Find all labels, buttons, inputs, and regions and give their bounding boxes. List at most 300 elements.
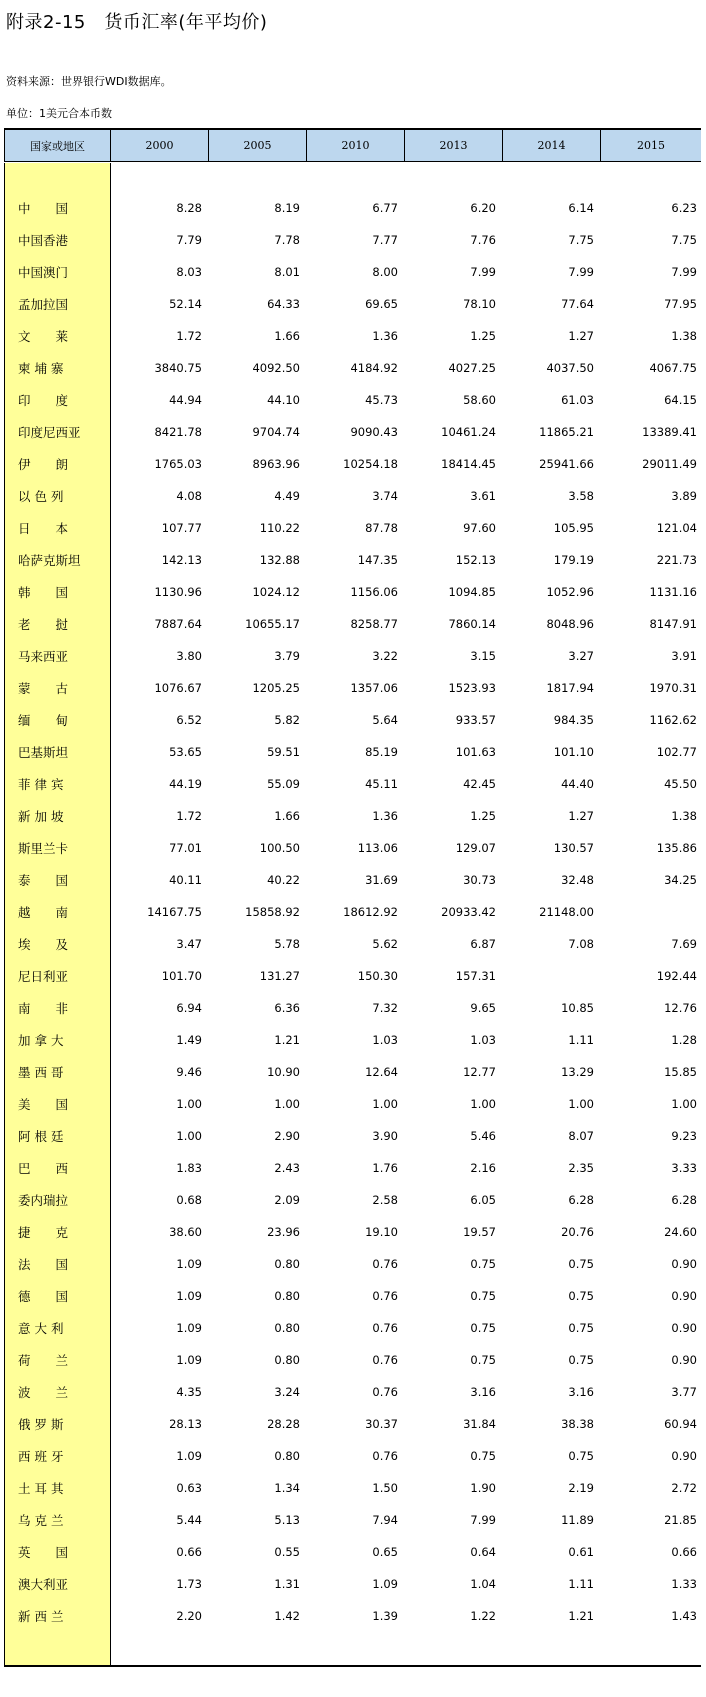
country-name: 泰 国 (18, 873, 69, 888)
rate-cell: 3.58 (568, 489, 594, 503)
rate-cell: 30.37 (365, 1417, 398, 1431)
table-row (4, 1184, 701, 1216)
rate-cell: 2.90 (274, 1129, 300, 1143)
rate-cell: 933.57 (455, 713, 496, 727)
country-name: 巴 西 (18, 1161, 69, 1176)
rate-cell: 78.10 (463, 297, 496, 311)
rate-cell: 157.31 (455, 969, 496, 983)
rate-cell: 1.00 (176, 1097, 202, 1111)
rate-cell: 1.36 (372, 809, 398, 823)
rate-cell: 8048.96 (546, 617, 594, 631)
rate-cell: 1.90 (470, 1481, 496, 1495)
rate-cell: 7.94 (372, 1513, 398, 1527)
rate-cell: 59.51 (267, 745, 300, 759)
rate-cell: 23.96 (267, 1225, 300, 1239)
rate-cell: 14167.75 (147, 905, 202, 919)
rate-cell: 1052.96 (546, 585, 594, 599)
rate-cell: 1076.67 (154, 681, 202, 695)
rate-cell: 1.00 (671, 1097, 697, 1111)
rate-cell: 147.35 (357, 553, 398, 567)
table-row (4, 672, 701, 704)
rate-cell: 8.07 (568, 1129, 594, 1143)
rate-cell: 5.78 (274, 937, 300, 951)
country-name: 蒙 古 (18, 681, 69, 696)
rate-cell: 1.04 (470, 1577, 496, 1591)
table-body (4, 192, 701, 1632)
rate-cell: 2.09 (274, 1193, 300, 1207)
country-name: 老 挝 (18, 617, 69, 632)
rate-cell: 45.11 (365, 777, 398, 791)
table-row (4, 1152, 701, 1184)
rate-cell: 192.44 (656, 969, 697, 983)
rate-cell: 8.19 (274, 201, 300, 215)
rate-cell: 0.75 (470, 1449, 496, 1463)
country-name: 日 本 (18, 521, 69, 536)
table-row (4, 1216, 701, 1248)
rate-cell: 6.14 (568, 201, 594, 215)
table-row (4, 1568, 701, 1600)
rate-cell: 11.89 (561, 1513, 594, 1527)
country-name: 印 度 (18, 393, 69, 408)
country-name: 阿 根 廷 (18, 1129, 64, 1144)
country-name: 意 大 利 (18, 1321, 64, 1336)
rate-cell: 44.19 (169, 777, 202, 791)
rate-cell: 0.68 (176, 1193, 202, 1207)
rate-cell: 10.85 (561, 1001, 594, 1015)
table-header (4, 130, 701, 162)
rate-cell: 1.11 (568, 1577, 594, 1591)
table-row (4, 640, 701, 672)
rate-cell: 29011.49 (642, 457, 697, 471)
rate-cell: 6.36 (274, 1001, 300, 1015)
exchange-rate-table (4, 128, 701, 1667)
rate-cell: 4184.92 (350, 361, 398, 375)
rate-cell: 3.90 (372, 1129, 398, 1143)
country-name: 墨 西 哥 (18, 1065, 64, 1080)
rate-cell: 6.28 (671, 1193, 697, 1207)
rate-cell: 7.32 (372, 1001, 398, 1015)
rate-cell: 9.46 (176, 1065, 202, 1079)
rate-cell: 3.89 (671, 489, 697, 503)
country-name: 巴基斯坦 (18, 745, 69, 760)
rate-cell: 7.99 (470, 1513, 496, 1527)
rate-cell: 0.75 (470, 1289, 496, 1303)
table-row (4, 1472, 701, 1504)
rate-cell: 77.64 (561, 297, 594, 311)
rate-cell: 152.13 (455, 553, 496, 567)
table-row (4, 1120, 701, 1152)
country-name: 菲 律 宾 (18, 777, 64, 792)
rate-cell: 3.79 (274, 649, 300, 663)
rate-cell: 4.35 (176, 1385, 202, 1399)
rate-cell: 1.21 (274, 1033, 300, 1047)
rate-cell: 3.47 (176, 937, 202, 951)
rate-cell: 7.99 (470, 265, 496, 279)
rate-cell: 6.23 (671, 201, 697, 215)
country-name: 印度尼西亚 (18, 425, 81, 440)
rate-cell: 5.62 (372, 937, 398, 951)
rate-cell: 21.85 (664, 1513, 697, 1527)
rate-cell: 60.94 (664, 1417, 697, 1431)
table-row (4, 800, 701, 832)
rate-cell: 21148.00 (539, 905, 594, 919)
rate-cell: 9.23 (671, 1129, 697, 1143)
rate-cell: 5.64 (372, 713, 398, 727)
header-country: 国家或地区 (4, 130, 111, 162)
rate-cell: 1.66 (274, 809, 300, 823)
rate-cell: 9.65 (470, 1001, 496, 1015)
table-row (4, 704, 701, 736)
rate-cell: 0.76 (372, 1321, 398, 1335)
rate-cell: 0.80 (274, 1449, 300, 1463)
country-name: 美 国 (18, 1097, 69, 1112)
rate-cell: 0.66 (671, 1545, 697, 1559)
rate-cell: 0.55 (274, 1545, 300, 1559)
rate-cell: 0.61 (568, 1545, 594, 1559)
table-row (4, 256, 701, 288)
rate-cell: 6.94 (176, 1001, 202, 1015)
rate-cell: 142.13 (161, 553, 202, 567)
table-row (4, 192, 701, 224)
rate-cell: 9090.43 (350, 425, 398, 439)
table-row (4, 512, 701, 544)
rate-cell: 13.29 (561, 1065, 594, 1079)
rate-cell: 15858.92 (245, 905, 300, 919)
rate-cell: 0.76 (372, 1289, 398, 1303)
rate-cell: 24.60 (664, 1225, 697, 1239)
rate-cell: 64.15 (664, 393, 697, 407)
table-row (4, 352, 701, 384)
rate-cell: 1357.06 (350, 681, 398, 695)
table-row (4, 1248, 701, 1280)
rate-cell: 2.35 (568, 1161, 594, 1175)
rate-cell: 20.76 (561, 1225, 594, 1239)
rate-cell: 1.03 (372, 1033, 398, 1047)
country-name: 土 耳 其 (18, 1481, 64, 1496)
rate-cell: 4027.25 (448, 361, 496, 375)
rate-cell: 3.27 (568, 649, 594, 663)
table-row (4, 1408, 701, 1440)
rate-cell: 0.75 (470, 1257, 496, 1271)
rate-cell: 1.09 (176, 1321, 202, 1335)
rate-cell: 4067.75 (649, 361, 697, 375)
rate-cell: 1817.94 (546, 681, 594, 695)
rate-cell: 2.19 (568, 1481, 594, 1495)
rate-cell: 1205.25 (252, 681, 300, 695)
rate-cell: 0.65 (372, 1545, 398, 1559)
rate-cell: 0.80 (274, 1353, 300, 1367)
rate-cell: 1.73 (176, 1577, 202, 1591)
rate-cell: 45.73 (365, 393, 398, 407)
rate-cell: 7.08 (568, 937, 594, 951)
rate-cell: 1.38 (671, 809, 697, 823)
table-row (4, 1312, 701, 1344)
rate-cell: 28.28 (267, 1417, 300, 1431)
rate-cell: 4092.50 (252, 361, 300, 375)
rate-cell: 1.42 (274, 1609, 300, 1623)
table-row (4, 768, 701, 800)
rate-cell: 105.95 (553, 521, 594, 535)
rate-cell: 1130.96 (154, 585, 202, 599)
rate-cell: 1.00 (470, 1097, 496, 1111)
rate-cell: 107.77 (161, 521, 202, 535)
table-row (4, 1536, 701, 1568)
rate-cell: 69.65 (365, 297, 398, 311)
rate-cell: 40.11 (169, 873, 202, 887)
rate-cell: 1.09 (176, 1289, 202, 1303)
table-row (4, 736, 701, 768)
table-row (4, 576, 701, 608)
rate-cell: 0.75 (568, 1353, 594, 1367)
rate-cell: 0.90 (671, 1353, 697, 1367)
rate-cell: 0.76 (372, 1257, 398, 1271)
rate-cell: 1.00 (176, 1129, 202, 1143)
rate-cell: 0.80 (274, 1257, 300, 1271)
rate-cell: 10254.18 (343, 457, 398, 471)
rate-cell: 15.85 (664, 1065, 697, 1079)
rate-cell: 121.04 (656, 521, 697, 535)
header-year-2014: 2014 (503, 130, 601, 162)
rate-cell: 221.73 (656, 553, 697, 567)
header-year-2013: 2013 (405, 130, 503, 162)
rate-cell: 1765.03 (154, 457, 202, 471)
rate-cell: 38.60 (169, 1225, 202, 1239)
rate-cell: 2.43 (274, 1161, 300, 1175)
rate-cell: 5.46 (470, 1129, 496, 1143)
table-row (4, 608, 701, 640)
rate-cell: 1.22 (470, 1609, 496, 1623)
country-name: 荷 兰 (18, 1353, 69, 1368)
rate-cell: 18612.92 (343, 905, 398, 919)
rate-cell: 3.91 (671, 649, 697, 663)
rate-cell: 130.57 (553, 841, 594, 855)
rate-cell: 25941.66 (539, 457, 594, 471)
rate-cell: 7887.64 (154, 617, 202, 631)
rate-cell: 12.76 (664, 1001, 697, 1015)
rate-cell: 7.75 (671, 233, 697, 247)
table-row (4, 224, 701, 256)
rate-cell: 4.08 (176, 489, 202, 503)
table-row (4, 864, 701, 896)
rate-cell: 0.75 (470, 1353, 496, 1367)
rate-cell: 1162.62 (649, 713, 697, 727)
rate-cell: 6.77 (372, 201, 398, 215)
rate-cell: 87.78 (365, 521, 398, 535)
table-row (4, 896, 701, 928)
rate-cell: 1.21 (568, 1609, 594, 1623)
rate-cell: 984.35 (553, 713, 594, 727)
rate-cell: 1.27 (568, 809, 594, 823)
rate-cell: 129.07 (455, 841, 496, 855)
rate-cell: 2.72 (671, 1481, 697, 1495)
rate-cell: 0.66 (176, 1545, 202, 1559)
country-name: 韩 国 (18, 585, 69, 600)
rate-cell: 0.90 (671, 1449, 697, 1463)
rate-cell: 0.80 (274, 1289, 300, 1303)
rate-cell: 1.00 (274, 1097, 300, 1111)
rate-cell: 1.03 (470, 1033, 496, 1047)
rate-cell: 0.80 (274, 1321, 300, 1335)
rate-cell: 5.44 (176, 1513, 202, 1527)
rate-cell: 7860.14 (448, 617, 496, 631)
rate-cell: 34.25 (664, 873, 697, 887)
rate-cell: 8.28 (176, 201, 202, 215)
rate-cell: 8421.78 (154, 425, 202, 439)
rate-cell: 1.09 (176, 1449, 202, 1463)
rate-cell: 38.38 (561, 1417, 594, 1431)
table-row (4, 1024, 701, 1056)
table-row (4, 1440, 701, 1472)
rate-cell: 8963.96 (252, 457, 300, 471)
rate-cell: 179.19 (553, 553, 594, 567)
rate-cell: 1.66 (274, 329, 300, 343)
country-name: 中国澳门 (18, 265, 69, 280)
table-bottom-rule (4, 1665, 701, 1667)
rate-cell: 1024.12 (252, 585, 300, 599)
header-year-2005: 2005 (209, 130, 307, 162)
rate-cell: 1.09 (176, 1353, 202, 1367)
rate-cell: 3.15 (470, 649, 496, 663)
page-title: 附录2-15 货币汇率(年平均价) (6, 12, 268, 33)
rate-cell: 0.90 (671, 1289, 697, 1303)
rate-cell: 3.74 (372, 489, 398, 503)
rate-cell: 4.49 (274, 489, 300, 503)
rate-cell: 7.99 (568, 265, 594, 279)
country-name: 孟加拉国 (18, 297, 69, 312)
table-row (4, 1280, 701, 1312)
country-name: 文 莱 (18, 329, 69, 344)
table-row (4, 544, 701, 576)
rate-cell: 77.01 (169, 841, 202, 855)
rate-cell: 64.33 (267, 297, 300, 311)
rate-cell: 9704.74 (252, 425, 300, 439)
table-row (4, 1504, 701, 1536)
rate-cell: 58.60 (463, 393, 496, 407)
rate-cell: 20933.42 (441, 905, 496, 919)
rate-cell: 1970.31 (649, 681, 697, 695)
rate-cell: 85.19 (365, 745, 398, 759)
table-row (4, 992, 701, 1024)
table-row (4, 1088, 701, 1120)
country-name: 俄 罗 斯 (18, 1417, 64, 1432)
rate-cell: 1.09 (176, 1257, 202, 1271)
rate-cell: 7.75 (568, 233, 594, 247)
rate-cell: 44.40 (561, 777, 594, 791)
rate-cell: 101.63 (455, 745, 496, 759)
rate-cell: 1.31 (274, 1577, 300, 1591)
country-name: 委内瑞拉 (18, 1193, 69, 1208)
country-name: 南 非 (18, 1001, 69, 1016)
rate-cell: 7.78 (274, 233, 300, 247)
rate-cell: 6.05 (470, 1193, 496, 1207)
rate-cell: 19.57 (463, 1225, 496, 1239)
rate-cell: 1.39 (372, 1609, 398, 1623)
table-row (4, 320, 701, 352)
rate-cell: 1156.06 (350, 585, 398, 599)
rate-cell: 0.75 (568, 1449, 594, 1463)
rate-cell: 110.22 (259, 521, 300, 535)
rate-cell: 1.76 (372, 1161, 398, 1175)
table-row (4, 1344, 701, 1376)
rate-cell: 11865.21 (539, 425, 594, 439)
rate-cell: 77.95 (664, 297, 697, 311)
rate-cell: 3.80 (176, 649, 202, 663)
rate-cell: 3.33 (671, 1161, 697, 1175)
country-name: 德 国 (18, 1289, 69, 1304)
rate-cell: 45.50 (664, 777, 697, 791)
source-note: 资料来源：世界银行WDI数据库。 (6, 75, 172, 88)
rate-cell: 1.72 (176, 809, 202, 823)
rate-cell: 1.33 (671, 1577, 697, 1591)
rate-cell: 8258.77 (350, 617, 398, 631)
rate-cell: 1.36 (372, 329, 398, 343)
rate-cell: 1.34 (274, 1481, 300, 1495)
rate-cell: 1.11 (568, 1033, 594, 1047)
rate-cell: 55.09 (267, 777, 300, 791)
rate-cell: 1094.85 (448, 585, 496, 599)
rate-cell: 0.75 (568, 1257, 594, 1271)
country-name: 哈萨克斯坦 (18, 553, 81, 568)
rate-cell: 5.13 (274, 1513, 300, 1527)
rate-cell: 42.45 (463, 777, 496, 791)
rate-cell: 6.20 (470, 201, 496, 215)
rate-cell: 1.00 (372, 1097, 398, 1111)
rate-cell: 131.27 (259, 969, 300, 983)
rate-cell: 1.28 (671, 1033, 697, 1047)
country-name: 柬 埔 寨 (18, 361, 64, 376)
rate-cell: 4037.50 (546, 361, 594, 375)
rate-cell: 1.49 (176, 1033, 202, 1047)
table-row (4, 448, 701, 480)
country-name: 捷 克 (18, 1225, 69, 1240)
country-name: 英 国 (18, 1545, 69, 1560)
country-name: 越 南 (18, 905, 69, 920)
country-name: 西 班 牙 (18, 1449, 64, 1464)
country-name: 埃 及 (18, 937, 69, 952)
rate-cell: 1131.16 (649, 585, 697, 599)
table-row (4, 1056, 701, 1088)
rate-cell: 5.82 (274, 713, 300, 727)
rate-cell: 1.43 (671, 1609, 697, 1623)
rate-cell: 2.58 (372, 1193, 398, 1207)
rate-cell: 0.90 (671, 1257, 697, 1271)
country-name: 法 国 (18, 1257, 69, 1272)
rate-cell: 113.06 (357, 841, 398, 855)
rate-cell: 0.75 (568, 1321, 594, 1335)
country-name: 澳大利亚 (18, 1577, 69, 1592)
rate-cell: 13389.41 (642, 425, 697, 439)
table-row (4, 384, 701, 416)
rate-cell: 10655.17 (245, 617, 300, 631)
rate-cell: 3.61 (470, 489, 496, 503)
rate-cell: 8.03 (176, 265, 202, 279)
rate-cell: 3.24 (274, 1385, 300, 1399)
rate-cell: 8147.91 (649, 617, 697, 631)
country-name: 马来西亚 (18, 649, 69, 664)
rate-cell: 1.00 (568, 1097, 594, 1111)
country-name: 中国香港 (18, 233, 69, 248)
country-name: 乌 克 兰 (18, 1513, 64, 1528)
rate-cell: 2.20 (176, 1609, 202, 1623)
rate-cell: 7.69 (671, 937, 697, 951)
rate-cell: 100.50 (259, 841, 300, 855)
table-row (4, 1600, 701, 1632)
rate-cell: 7.76 (470, 233, 496, 247)
table-row (4, 1376, 701, 1408)
rate-cell: 1.25 (470, 329, 496, 343)
rate-cell: 1.25 (470, 809, 496, 823)
country-name: 新 西 兰 (18, 1609, 64, 1624)
